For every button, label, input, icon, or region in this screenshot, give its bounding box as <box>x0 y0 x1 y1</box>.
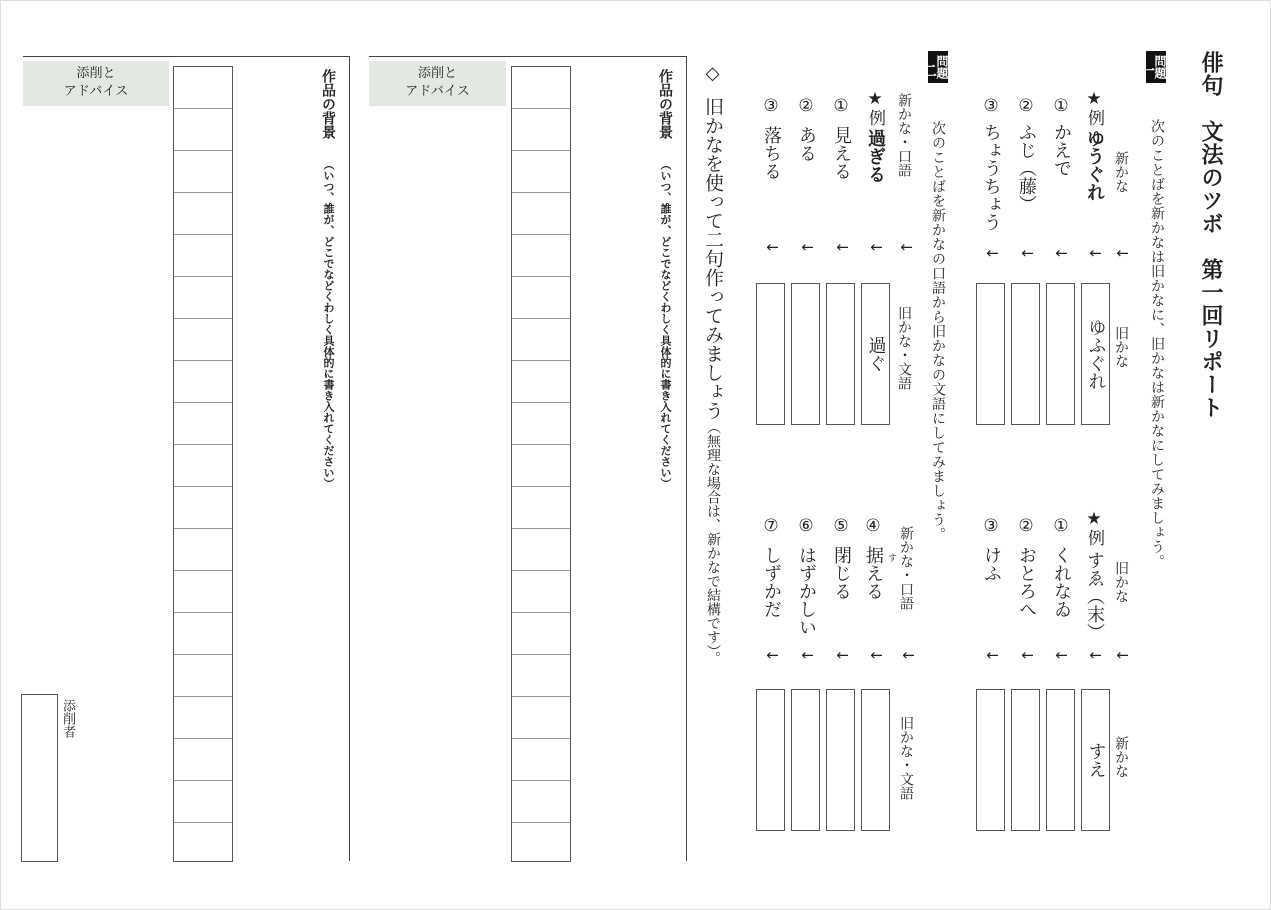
advice-header: 添削と アドバイス <box>23 61 169 106</box>
item-ruby: す <box>886 553 896 562</box>
arrow-icon: ↓ <box>1113 247 1131 260</box>
item-number: ③ <box>981 96 1001 116</box>
item-word: ふじ（藤） <box>1016 123 1037 213</box>
task-note: （無理な場合は、新かなで結構です）。 <box>705 420 721 665</box>
example-mark: ★例 <box>865 89 885 126</box>
panel-heading: 作品の背景 <box>320 69 336 139</box>
badge-label: 問題 <box>935 55 949 79</box>
arrow-icon: ↓ <box>1018 649 1036 662</box>
arrow-icon: ↓ <box>763 649 781 662</box>
item-number: ④ <box>863 516 883 536</box>
diamond-icon: ◇ <box>702 63 723 84</box>
arrow-icon: ↓ <box>983 247 1001 260</box>
item-number: ③ <box>981 516 1001 536</box>
arrow-icon: ↓ <box>763 241 781 254</box>
answer-box[interactable] <box>826 689 855 831</box>
item-number: ⑥ <box>796 516 816 536</box>
arrow-icon: ↓ <box>1086 649 1104 662</box>
arrow-icon: ↓ <box>1018 247 1036 260</box>
item-word: ある <box>796 126 817 162</box>
haiku-writing-grid[interactable] <box>173 66 233 862</box>
item-number: ③ <box>761 96 781 116</box>
q1-right-to-label: 新かな <box>1113 736 1129 778</box>
arrow-icon: ↓ <box>897 241 915 254</box>
example-answer: ゆふぐれ <box>1085 318 1107 390</box>
haiku-writing-grid[interactable] <box>511 66 571 862</box>
example-answer-box <box>1081 283 1110 425</box>
item-word: 据える <box>863 546 884 600</box>
item-word: 見える <box>831 126 852 180</box>
divider <box>23 56 349 57</box>
answer-box[interactable] <box>1011 689 1040 831</box>
item-number: ① <box>1051 96 1071 116</box>
answer-box[interactable] <box>861 689 890 831</box>
item-word: はずかしい <box>796 546 817 636</box>
panel-hint: （いつ、誰が、どこでなどくわしく具体的に書き入れてください） <box>322 159 335 489</box>
answer-box[interactable] <box>826 283 855 425</box>
arrow-icon: ↓ <box>867 241 885 254</box>
q2-right-from-label: 新かな・口語 <box>898 526 914 610</box>
arrow-icon: ↓ <box>833 241 851 254</box>
answer-box[interactable] <box>756 689 785 831</box>
arrow-icon: ↓ <box>1113 649 1131 662</box>
example-word: ゆうぐれ <box>1084 129 1105 201</box>
divider <box>686 56 687 861</box>
answer-box[interactable] <box>756 283 785 425</box>
question-1-badge <box>1138 51 1167 83</box>
answer-box[interactable] <box>791 689 820 831</box>
item-number: ① <box>1051 516 1071 536</box>
item-word: くれなゐ <box>1051 546 1072 618</box>
answer-box[interactable] <box>976 689 1005 831</box>
item-number: ② <box>1016 516 1036 536</box>
badge-label: 問題 <box>1153 55 1167 79</box>
divider <box>349 56 350 861</box>
item-word: ちょうちょう <box>981 123 1002 231</box>
example-answer: 過ぐ <box>865 336 887 372</box>
item-number: ⑦ <box>761 516 781 536</box>
item-number: ⑤ <box>831 516 851 536</box>
item-word: しずかだ <box>761 546 782 618</box>
advice-header: 添削と アドバイス <box>369 61 506 106</box>
arrow-icon: ↓ <box>833 649 851 662</box>
item-word: かえで <box>1051 123 1072 177</box>
answer-box[interactable] <box>976 283 1005 425</box>
answer-box[interactable] <box>791 283 820 425</box>
example-word: すゑ（末） <box>1084 551 1105 641</box>
item-number: ① <box>831 96 851 116</box>
arrow-icon: ↓ <box>1086 247 1104 260</box>
question-1-instruction: 次のことばを新かなは旧かなに、旧かなは新かなにしてみましょう。 <box>1149 119 1165 569</box>
corrector-label: 添削者 <box>60 699 75 738</box>
q2-left-from-label: 新かな・口語 <box>896 93 912 177</box>
q1-left-from-label: 新かな <box>1113 151 1129 193</box>
item-word: 落ちる <box>761 126 782 180</box>
panel-hint: （いつ、誰が、どこでなどくわしく具体的に書き入れてください） <box>659 159 672 489</box>
arrow-icon: ↓ <box>1052 247 1070 260</box>
badge-number: 一 <box>1138 62 1156 78</box>
divider <box>369 56 686 57</box>
item-word: 閉じる <box>831 546 852 600</box>
arrow-icon: ↓ <box>983 649 1001 662</box>
badge-number: 二 <box>920 62 938 78</box>
q1-left-to-label: 旧かな <box>1113 326 1129 368</box>
example-answer-box <box>861 283 890 425</box>
item-number: ② <box>796 96 816 116</box>
task-text: 旧かなを使って二句作ってみましょう <box>702 97 724 420</box>
arrow-icon: ↓ <box>798 649 816 662</box>
panel-heading: 作品の背景 <box>657 69 673 139</box>
question-2-badge <box>920 51 949 83</box>
item-word: おとろへ <box>1016 546 1037 618</box>
arrow-icon: ↓ <box>798 241 816 254</box>
answer-box[interactable] <box>1046 689 1075 831</box>
q2-left-to-label: 旧かな・文語 <box>896 306 912 390</box>
task-instruction <box>703 97 722 665</box>
arrow-icon: ↓ <box>867 649 885 662</box>
answer-box[interactable] <box>1011 283 1040 425</box>
question-2-instruction: 次のことばを新かなの口語から旧かなの文語にしてみましょう。 <box>930 121 946 542</box>
example-answer: すえ <box>1085 742 1107 778</box>
corrector-box[interactable] <box>21 694 58 862</box>
arrow-icon: ↓ <box>899 649 917 662</box>
answer-box[interactable] <box>1046 283 1075 425</box>
example-mark: ★例 <box>1084 89 1104 126</box>
example-answer-box <box>1081 689 1110 831</box>
item-number: ② <box>1016 96 1036 116</box>
example-mark: ★例 <box>1084 509 1104 546</box>
arrow-icon: ↓ <box>1052 649 1070 662</box>
example-word: 過ぎる <box>865 129 886 183</box>
q2-right-to-label: 旧かな・文語 <box>898 716 914 800</box>
page-title: 俳句 文法のツボ 第一回リポート <box>1198 51 1223 419</box>
item-word: けふ <box>981 546 1002 582</box>
q1-right-from-label: 旧かな <box>1113 561 1129 603</box>
